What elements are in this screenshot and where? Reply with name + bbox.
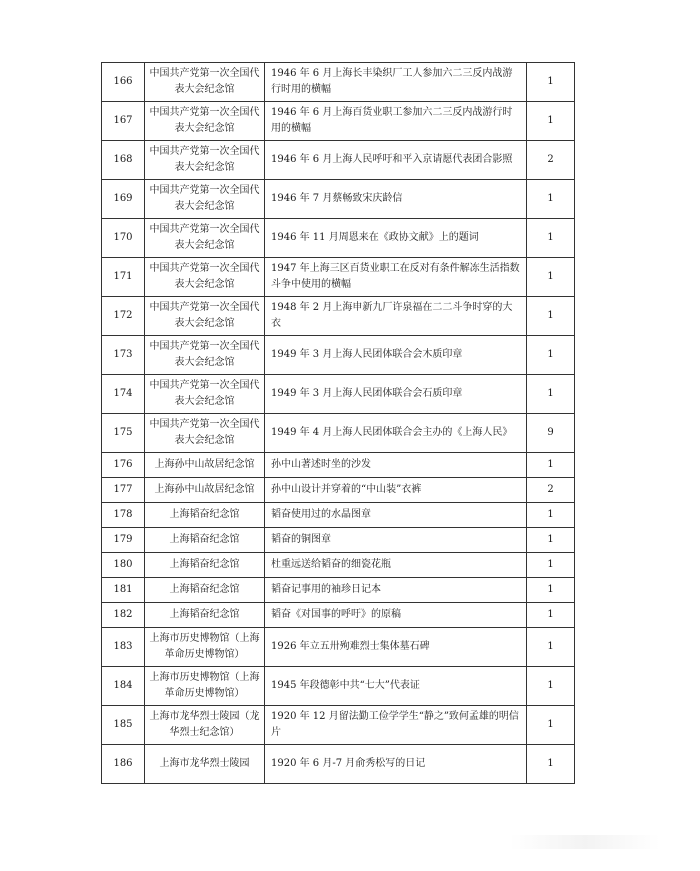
table-row xyxy=(102,141,575,180)
relics-table xyxy=(101,62,575,784)
row-relic-name: 1949 年 3 月上海人民团体联合会木质印章 xyxy=(265,336,527,375)
row-number: 179 xyxy=(102,528,145,553)
row-institution: 上海市历史博物馆（上海革命历史博物馆） xyxy=(145,628,265,667)
row-institution: 中国共产党第一次全国代表大会纪念馆 xyxy=(145,375,265,414)
watermark-smudge xyxy=(510,835,660,849)
row-number: 183 xyxy=(102,628,145,667)
row-institution: 中国共产党第一次全国代表大会纪念馆 xyxy=(145,63,265,102)
row-institution: 上海韬奋纪念馆 xyxy=(145,503,265,528)
row-relic-name: 1920 年 6 月-7 月俞秀松写的日记 xyxy=(265,745,527,784)
row-relic-name: 孙中山著述时坐的沙发 xyxy=(265,453,527,478)
document-page xyxy=(101,62,574,784)
row-relic-name: 韬奋记事用的袖珍日记本 xyxy=(265,578,527,603)
row-quantity: 1 xyxy=(527,258,575,297)
row-number: 171 xyxy=(102,258,145,297)
row-quantity: 1 xyxy=(527,336,575,375)
row-relic-name: 1946 年 6 月上海百货业职工参加六二三反内战游行时用的横幅 xyxy=(265,102,527,141)
table-row xyxy=(102,219,575,258)
row-institution: 上海孙中山故居纪念馆 xyxy=(145,453,265,478)
row-relic-name: 1946 年 6 月上海人民呼吁和平入京请愿代表团合影照 xyxy=(265,141,527,180)
row-quantity: 1 xyxy=(527,375,575,414)
row-quantity: 1 xyxy=(527,102,575,141)
row-quantity: 1 xyxy=(527,667,575,706)
row-relic-name: 1946 年 11 月周恩来在《政协文献》上的题词 xyxy=(265,219,527,258)
row-quantity: 1 xyxy=(527,453,575,478)
table-row xyxy=(102,528,575,553)
row-quantity: 1 xyxy=(527,63,575,102)
row-relic-name: 1920 年 12 月留法勤工俭学学生“静之”致何孟雄的明信片 xyxy=(265,706,527,745)
row-number: 181 xyxy=(102,578,145,603)
row-number: 178 xyxy=(102,503,145,528)
row-quantity: 9 xyxy=(527,414,575,453)
table-row xyxy=(102,603,575,628)
table-row xyxy=(102,180,575,219)
row-relic-name: 1946 年 6 月上海长丰染织厂工人参加六二三反内战游行时用的横幅 xyxy=(265,63,527,102)
table-row xyxy=(102,414,575,453)
table-row xyxy=(102,478,575,503)
table-row xyxy=(102,63,575,102)
row-number: 180 xyxy=(102,553,145,578)
row-quantity: 2 xyxy=(527,141,575,180)
row-quantity: 1 xyxy=(527,553,575,578)
row-institution: 上海韬奋纪念馆 xyxy=(145,603,265,628)
row-quantity: 1 xyxy=(527,219,575,258)
row-number: 173 xyxy=(102,336,145,375)
row-institution: 上海孙中山故居纪念馆 xyxy=(145,478,265,503)
row-institution: 中国共产党第一次全国代表大会纪念馆 xyxy=(145,297,265,336)
table-row xyxy=(102,578,575,603)
row-number: 168 xyxy=(102,141,145,180)
row-number: 167 xyxy=(102,102,145,141)
table-row xyxy=(102,375,575,414)
table-row xyxy=(102,553,575,578)
row-institution: 中国共产党第一次全国代表大会纪念馆 xyxy=(145,219,265,258)
row-institution: 中国共产党第一次全国代表大会纪念馆 xyxy=(145,258,265,297)
row-relic-name: 1926 年立五卅殉难烈士集体墓石碑 xyxy=(265,628,527,667)
row-quantity: 2 xyxy=(527,478,575,503)
table-row xyxy=(102,258,575,297)
row-number: 182 xyxy=(102,603,145,628)
row-institution: 中国共产党第一次全国代表大会纪念馆 xyxy=(145,414,265,453)
row-number: 169 xyxy=(102,180,145,219)
relics-table-body xyxy=(102,63,575,784)
table-row xyxy=(102,102,575,141)
row-quantity: 1 xyxy=(527,628,575,667)
row-number: 186 xyxy=(102,745,145,784)
table-row xyxy=(102,336,575,375)
row-number: 174 xyxy=(102,375,145,414)
row-institution: 上海市龙华烈士陵园（龙华烈士纪念馆） xyxy=(145,706,265,745)
table-row xyxy=(102,503,575,528)
table-row xyxy=(102,667,575,706)
table-row xyxy=(102,297,575,336)
row-number: 176 xyxy=(102,453,145,478)
row-quantity: 1 xyxy=(527,297,575,336)
row-quantity: 1 xyxy=(527,603,575,628)
table-row xyxy=(102,628,575,667)
row-relic-name: 韬奋的铜图章 xyxy=(265,528,527,553)
row-quantity: 1 xyxy=(527,180,575,219)
row-institution: 上海韬奋纪念馆 xyxy=(145,528,265,553)
row-number: 177 xyxy=(102,478,145,503)
row-relic-name: 孙中山设计并穿着的“中山装”衣裤 xyxy=(265,478,527,503)
row-relic-name: 1945 年段德彰中共“七大”代表证 xyxy=(265,667,527,706)
row-number: 175 xyxy=(102,414,145,453)
row-relic-name: 1949 年 4 月上海人民团体联合会主办的《上海人民》 xyxy=(265,414,527,453)
row-institution: 中国共产党第一次全国代表大会纪念馆 xyxy=(145,336,265,375)
row-institution: 上海韬奋纪念馆 xyxy=(145,578,265,603)
row-relic-name: 杜重远送给韬奋的细瓷花瓶 xyxy=(265,553,527,578)
table-row xyxy=(102,453,575,478)
row-relic-name: 韬奋使用过的水晶图章 xyxy=(265,503,527,528)
row-number: 184 xyxy=(102,667,145,706)
row-institution: 中国共产党第一次全国代表大会纪念馆 xyxy=(145,102,265,141)
row-relic-name: 1946 年 7 月蔡畅致宋庆龄信 xyxy=(265,180,527,219)
row-quantity: 1 xyxy=(527,578,575,603)
row-quantity: 1 xyxy=(527,745,575,784)
table-row xyxy=(102,706,575,745)
row-institution: 上海市历史博物馆（上海革命历史博物馆） xyxy=(145,667,265,706)
row-quantity: 1 xyxy=(527,706,575,745)
row-number: 172 xyxy=(102,297,145,336)
row-relic-name: 韬奋《对国事的呼吁》的原稿 xyxy=(265,603,527,628)
row-relic-name: 1948 年 2 月上海申新九厂许泉福在二二斗争时穿的大衣 xyxy=(265,297,527,336)
row-relic-name: 1947 年上海三区百货业职工在反对有条件解冻生活指数斗争中使用的横幅 xyxy=(265,258,527,297)
row-quantity: 1 xyxy=(527,528,575,553)
row-institution: 上海市龙华烈士陵园 xyxy=(145,745,265,784)
row-number: 170 xyxy=(102,219,145,258)
row-institution: 中国共产党第一次全国代表大会纪念馆 xyxy=(145,180,265,219)
row-number: 166 xyxy=(102,63,145,102)
row-relic-name: 1949 年 3 月上海人民团体联合会石质印章 xyxy=(265,375,527,414)
row-institution: 中国共产党第一次全国代表大会纪念馆 xyxy=(145,141,265,180)
row-quantity: 1 xyxy=(527,503,575,528)
row-number: 185 xyxy=(102,706,145,745)
row-institution: 上海韬奋纪念馆 xyxy=(145,553,265,578)
table-row xyxy=(102,745,575,784)
